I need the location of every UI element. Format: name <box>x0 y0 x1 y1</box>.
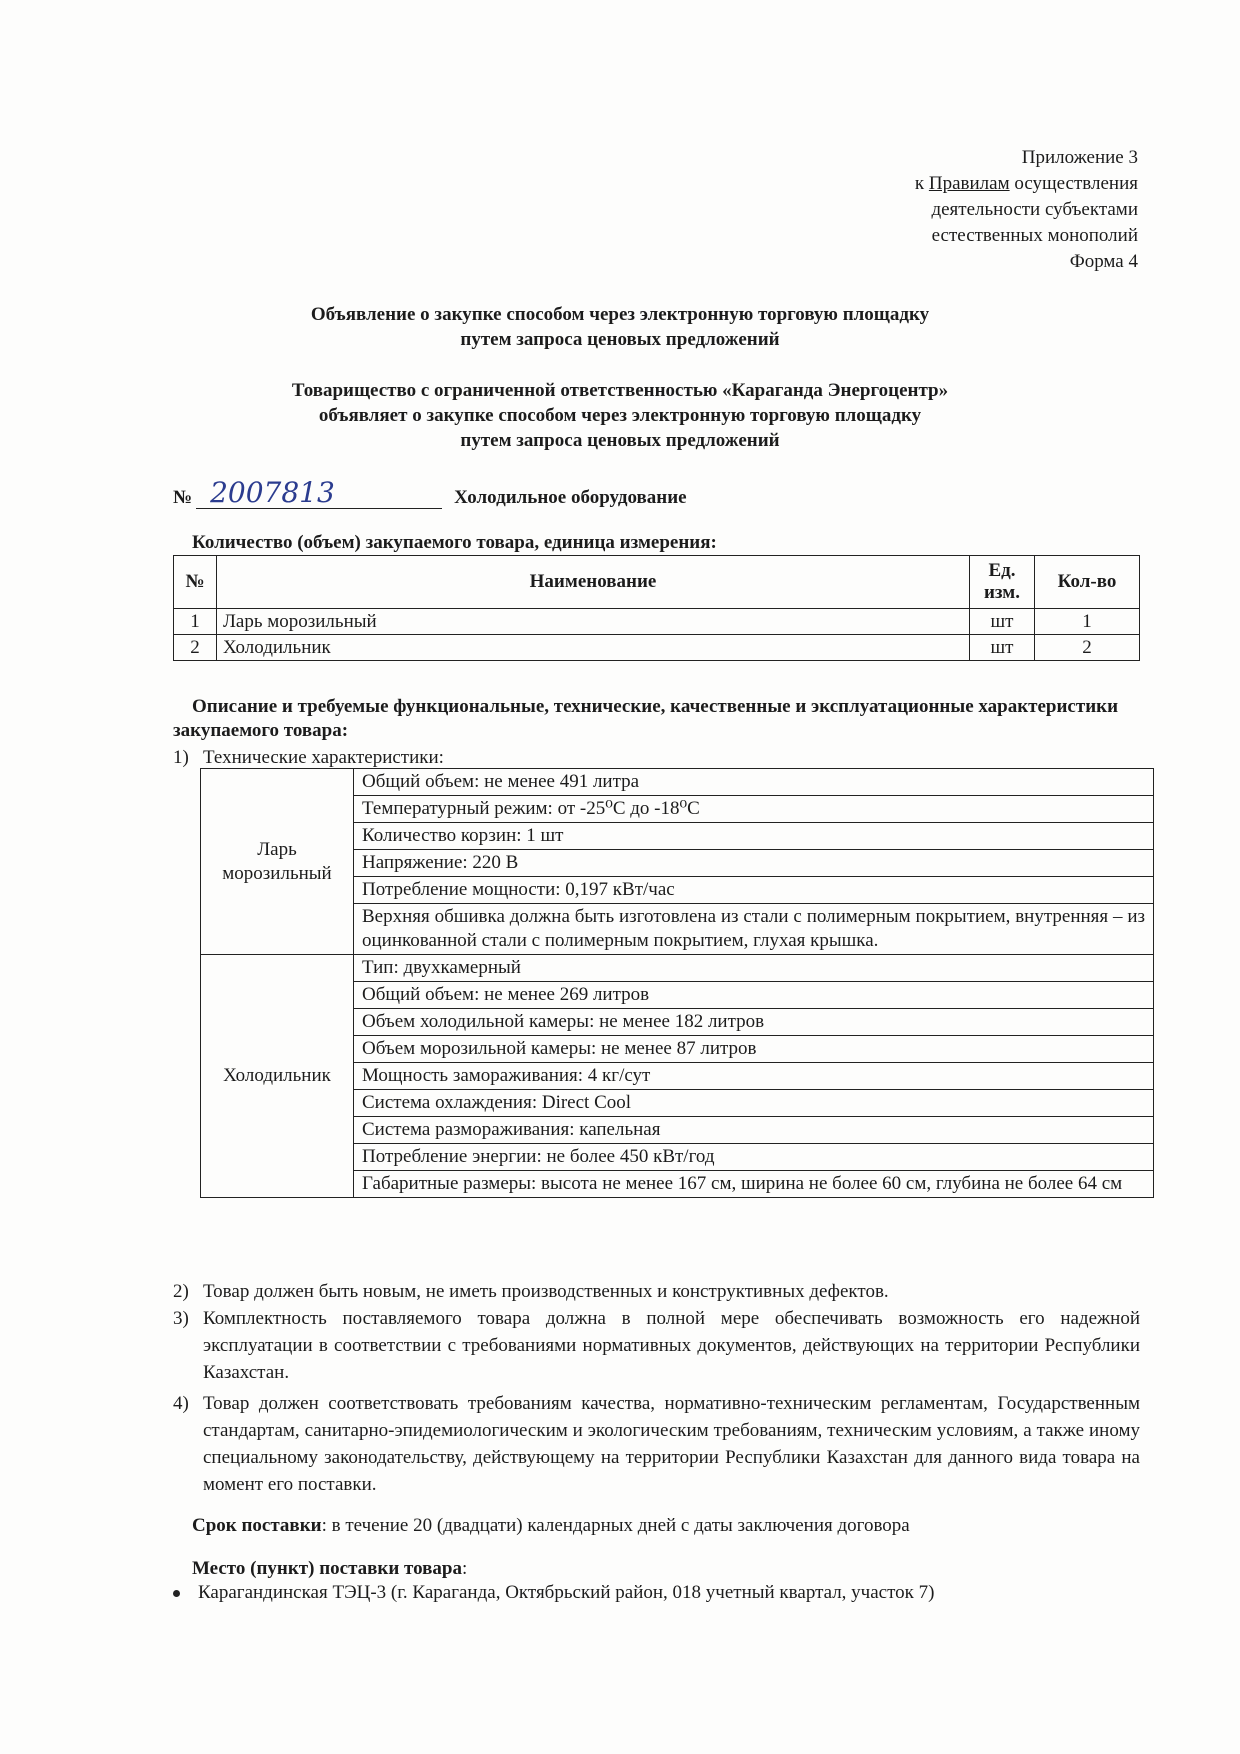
appendix-line: деятельности субъектами <box>931 199 1138 220</box>
delivery-place-label: Место (пункт) поставки товара <box>192 1558 462 1579</box>
spec-cell: Потребление энергии: не более 450 кВт/год <box>354 1144 1154 1171</box>
requirement-item: 4) Товар должен соответствовать требованиям качества, нормативно-техническим регламентам, Государственным стандартам, санитарно-эпидемиологическим и экологическим требованиям, техническим условиям, а также иному специальному законодательству, действующему на территории Республики Казахстан для данного вида товара на момент его поставки. <box>173 1393 1140 1495</box>
requirement-item: 2) Товар должен быть новым, не иметь производственных и конструктивных дефектов. <box>173 1281 889 1302</box>
spec-cell: Система охлаждения: Direct Cool <box>354 1090 1154 1117</box>
specs-table <box>200 768 1154 1198</box>
requirement-item: 3) Комплектность поставляемого товара должна в полной мере обеспечивать возможность его надежной эксплуатации в соответствии с требованиями нормативных документов, действующих на территории Республики Казахстан. <box>173 1308 1140 1383</box>
appendix-line: Приложение 3 <box>1021 147 1138 168</box>
row-name: Ларь морозильный <box>217 609 970 635</box>
spec-cell: Тип: двухкамерный <box>354 955 1154 982</box>
tech-specs-heading: 1) Технические характеристики: <box>173 747 444 768</box>
spec-cell: Система размораживания: капельная <box>354 1117 1154 1144</box>
row-num: 1 <box>174 609 217 635</box>
delivery-place-heading: Место (пункт) поставки товара: <box>192 1558 468 1579</box>
appendix-header <box>915 145 1138 275</box>
row-name: Холодильник <box>217 635 970 661</box>
appendix-line: естественных монополий <box>931 225 1138 246</box>
row-qty: 2 <box>1035 635 1140 661</box>
row-qty: 1 <box>1035 609 1140 635</box>
handwritten-lot-number: 2007813 <box>196 478 442 509</box>
document-title: Объявление о закупке способом через электронную торговую площадку путем запроса ценовых предложений <box>310 304 930 350</box>
rules-link[interactable]: Правилам <box>928 173 1010 194</box>
announcer-block: Товарищество с ограниченной ответственностью «Караганда Энергоцентр» объявляет о закупке способом через электронную торговую площадку путем запроса ценовых предложений <box>291 380 949 451</box>
spec-cell: Мощность замораживания: 4 кг/сут <box>354 1063 1154 1090</box>
spec-cell: Напряжение: 220 В <box>354 850 1154 877</box>
quantity-section-label: Количество (объем) закупаемого товара, единица измерения: <box>192 532 717 553</box>
header-name: Наименование <box>217 556 970 609</box>
spec-cell: Общий объем: не менее 491 литра <box>354 769 1154 796</box>
spec-cell: Температурный режим: от -25⁰С до -18⁰С <box>354 796 1154 823</box>
bullet-icon <box>173 1590 180 1597</box>
spec-cell: Объем холодильной камеры: не менее 182 литров <box>354 1009 1154 1036</box>
table-row <box>201 769 1154 796</box>
spec-cell: Потребление мощности: 0,197 кВт/час <box>354 877 1154 904</box>
group-name: Холодильник <box>201 955 354 1198</box>
delivery-place-item <box>173 1580 934 1606</box>
lot-name: Холодильное оборудование <box>454 487 687 508</box>
header-qty: Кол-во <box>1035 556 1140 609</box>
row-num: 2 <box>174 635 217 661</box>
group-name: Ларь морозильный <box>201 769 354 955</box>
form-number: Форма 4 <box>1069 251 1138 272</box>
spec-cell: Количество корзин: 1 шт <box>354 823 1154 850</box>
delivery-place-text: Карагандинская ТЭЦ-3 (г. Караганда, Октябрьский район, 018 учетный квартал, участок 7) <box>198 1582 935 1603</box>
lot-number-line <box>173 478 687 509</box>
description-section-label: Описание и требуемые функциональные, технические, качественные и эксплуатационные характеристики закупаемого товара: <box>173 696 1119 741</box>
delivery-term-label: Срок поставки <box>192 1515 322 1536</box>
header-num: № <box>174 556 217 609</box>
row-unit: шт <box>970 635 1035 661</box>
spec-cell: Верхняя обшивка должна быть изготовлена из стали с полимерным покрытием, внутренняя – из оцинкованной стали с полимерным покрытием, глухая крышка. <box>354 904 1154 955</box>
spec-cell: Общий объем: не менее 269 литров <box>354 982 1154 1009</box>
spec-cell: Габаритные размеры: высота не менее 167 см, ширина не более 60 см, глубина не более 64 см <box>354 1171 1154 1198</box>
table-header-row <box>174 556 1140 609</box>
delivery-term <box>192 1512 1140 1539</box>
spec-cell: Объем морозильной камеры: не менее 87 литров <box>354 1036 1154 1063</box>
table-row <box>201 955 1154 982</box>
table-row <box>174 635 1140 661</box>
table-row <box>174 609 1140 635</box>
quantity-table <box>173 555 1140 661</box>
row-unit: шт <box>970 609 1035 635</box>
appendix-line: к Правилам осуществления <box>914 173 1138 194</box>
delivery-term-text: : в течение 20 (двадцати) календарных дней с даты заключения договора <box>321 1515 910 1536</box>
header-unit: Ед. изм. <box>970 556 1035 609</box>
number-sign: № <box>173 487 193 508</box>
